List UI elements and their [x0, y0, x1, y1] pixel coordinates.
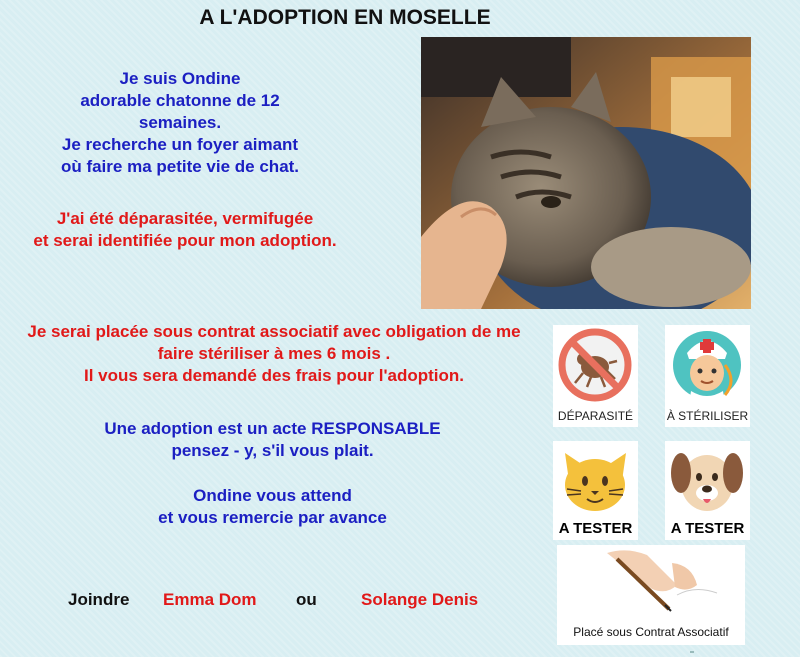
cat-test-badge: [553, 441, 638, 540]
intro-line: Je suis Ondine: [119, 69, 241, 88]
steriliser-badge: [665, 325, 750, 427]
steriliser-label: À STÉRILISER: [666, 409, 749, 423]
contact-prefix: Joindre: [68, 590, 130, 609]
contract-line: Il vous sera demandé des frais pour l'adoption.: [83, 366, 465, 385]
intro-text: [0, 68, 360, 178]
responsibility-line: Une adoption est un acte RESPONSABLE: [104, 419, 441, 438]
dog-test-label: A TESTER: [670, 520, 745, 537]
contract-line: faire stériliser à mes 6 mois .: [157, 344, 391, 363]
waiting-line: et vous remercie par avance: [158, 508, 387, 527]
contract-line: Je serai placée sous contrat associatif avec obligation de me: [27, 322, 521, 341]
contract-text: [0, 321, 548, 387]
kitten-photo: [421, 37, 751, 309]
responsibility-text: [0, 418, 545, 462]
health-line: J'ai été déparasitée, vermifugée: [56, 209, 314, 228]
kitten-photo-illustration: [421, 37, 751, 309]
deparasite-badge: [553, 325, 638, 427]
cat-face-icon: [553, 441, 638, 517]
waiting-text: [0, 485, 545, 529]
intro-line: Je recherche un foyer aimant: [61, 135, 299, 154]
waiting-line: Ondine vous attend: [193, 486, 352, 505]
contact-separator: ou: [296, 590, 317, 609]
intro-line: adorable chatonne de 12: [80, 91, 280, 110]
health-line: et serai identifiée pour mon adoption.: [33, 231, 337, 250]
deparasite-label: DÉPARASITÉ: [557, 409, 634, 423]
page-title: A L'ADOPTION EN MOSELLE: [199, 6, 491, 29]
responsibility-line: pensez - y, s'il vous plait.: [171, 441, 374, 460]
contract-label: Placé sous Contrat Associatif: [573, 625, 729, 639]
no-parasite-icon: [553, 325, 638, 405]
dog-test-badge: [665, 441, 750, 540]
contact-person-emma[interactable]: Emma Dom: [163, 590, 257, 609]
health-text: [0, 208, 370, 252]
contact-person-solange[interactable]: Solange Denis: [361, 590, 479, 609]
intro-line: semaines.: [138, 113, 222, 132]
nurse-icon: [665, 325, 750, 405]
pen-hand-icon: [557, 545, 745, 617]
contract-badge: [557, 545, 745, 645]
footer-dot: [690, 651, 694, 653]
intro-line: où faire ma petite vie de chat.: [60, 157, 300, 176]
dog-face-icon: [665, 441, 750, 517]
cat-test-label: A TESTER: [558, 520, 633, 537]
